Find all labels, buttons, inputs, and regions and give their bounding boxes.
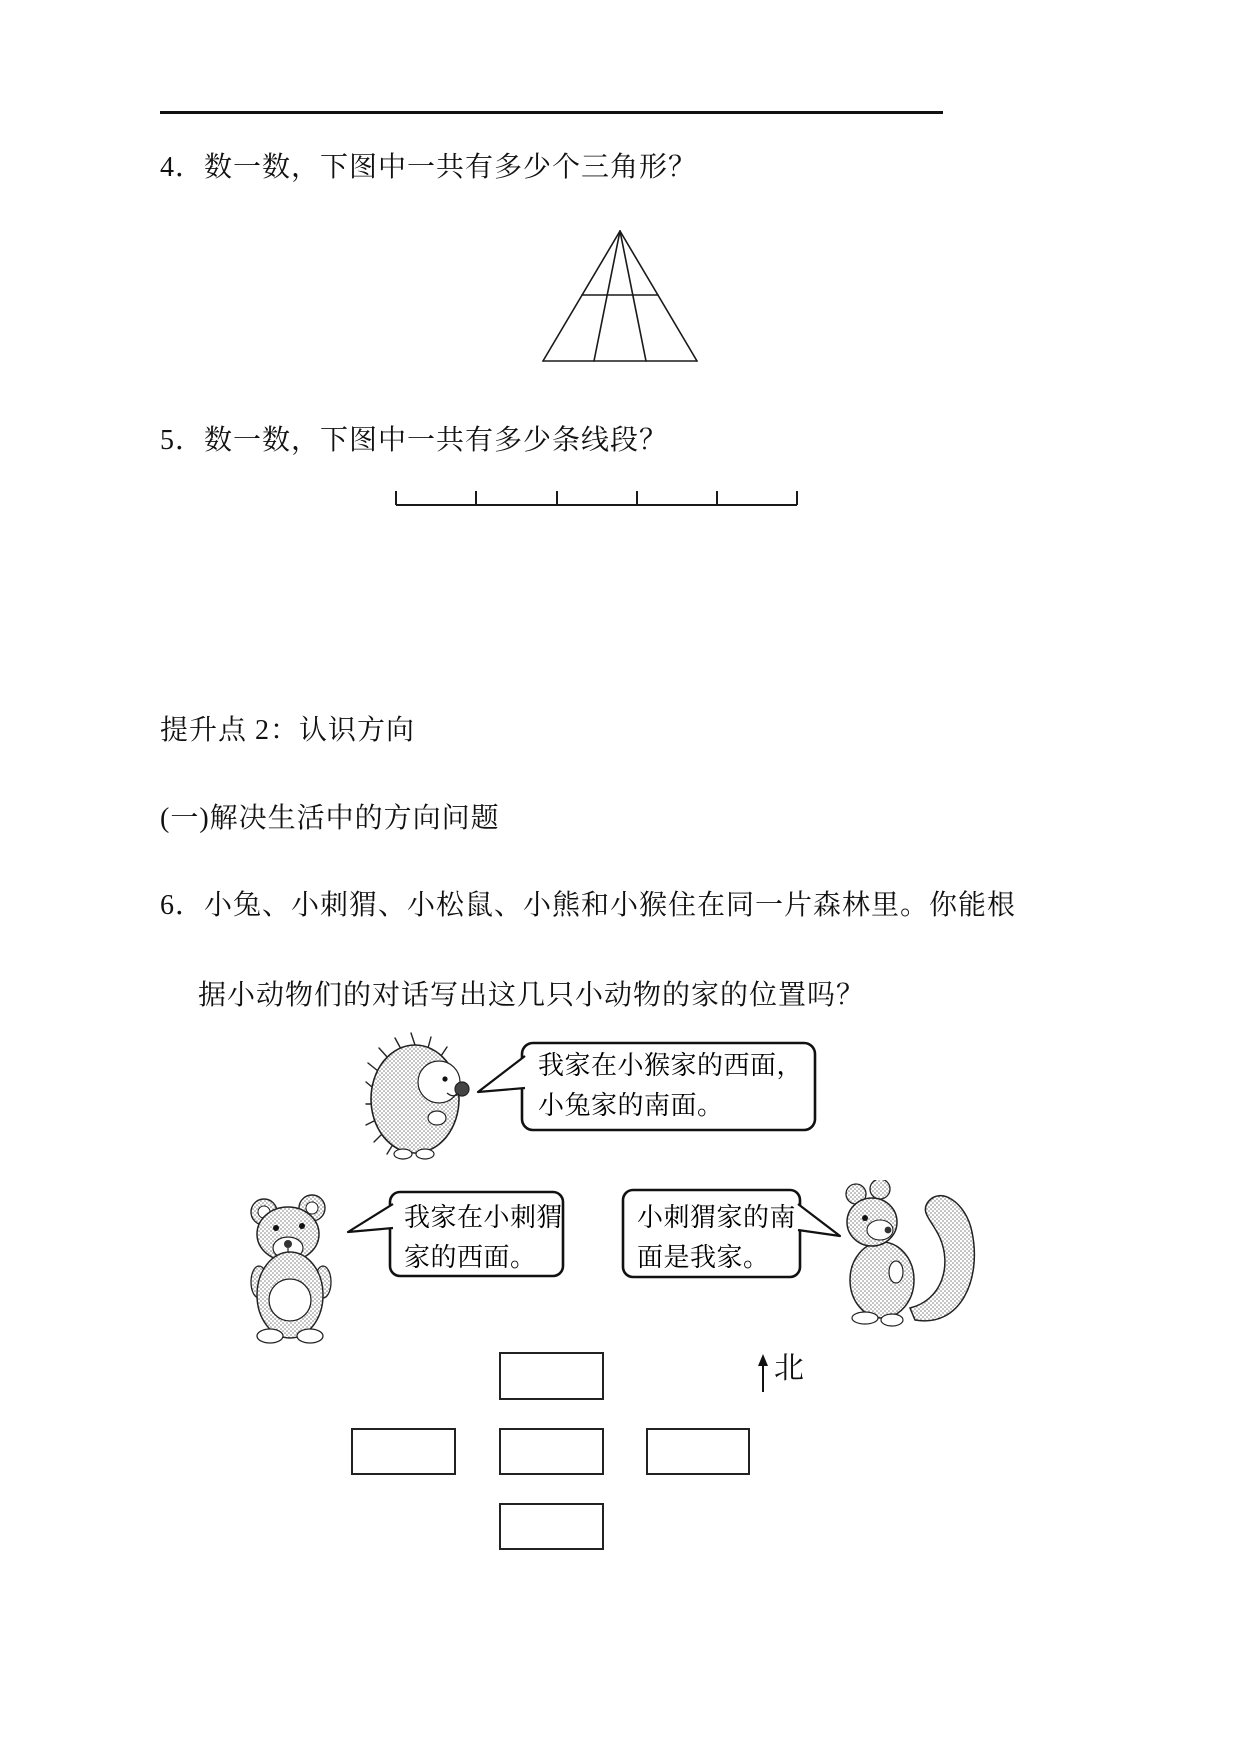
squirrel-bubble-line2: 面是我家。 [637, 1243, 770, 1272]
answer-box-north [499, 1352, 604, 1400]
bear-illustration [236, 1192, 354, 1344]
squirrel-illustration [830, 1180, 985, 1338]
question-6-line1: 6．小兔、小刺猬、小松鼠、小熊和小猴住在同一片森林里。你能根 [160, 890, 1017, 921]
squirrel-bubble-line1: 小刺猬家的南 [637, 1203, 797, 1232]
hedgehog-bubble-text [538, 1046, 803, 1126]
bear-bubble-text [404, 1198, 563, 1278]
north-label: 北 [774, 1352, 804, 1385]
bear-bubble-line1: 我家在小刺猬 [404, 1203, 564, 1232]
question-5-text: 5．数一数，下图中一共有多少条线段？ [160, 425, 669, 456]
bear-bubble-line2: 家的西面。 [404, 1243, 537, 1272]
answer-box-east [646, 1428, 750, 1475]
north-arrow-icon [754, 1354, 772, 1394]
hedgehog-bubble-line1: 我家在小猴家的西面， [538, 1051, 804, 1080]
answer-box-south [499, 1503, 604, 1550]
section-heading: 提升点 2：认识方向 [160, 715, 416, 746]
triangle-figure [528, 222, 712, 370]
answer-box-center [499, 1428, 604, 1475]
hedgehog-illustration [365, 1032, 477, 1160]
line-segment-figure [392, 486, 804, 510]
question-4-text: 4．数一数，下图中一共有多少个三角形？ [160, 152, 698, 183]
squirrel-bubble-text [637, 1198, 796, 1278]
hedgehog-bubble-line2: 小兔家的南面。 [538, 1091, 724, 1120]
header-rule [160, 111, 943, 114]
subsection-heading: (一)解决生活中的方向问题 [160, 803, 500, 834]
answer-box-west [351, 1428, 456, 1475]
question-6-line2: 据小动物们的对话写出这几只小动物的家的位置吗？ [198, 980, 866, 1011]
